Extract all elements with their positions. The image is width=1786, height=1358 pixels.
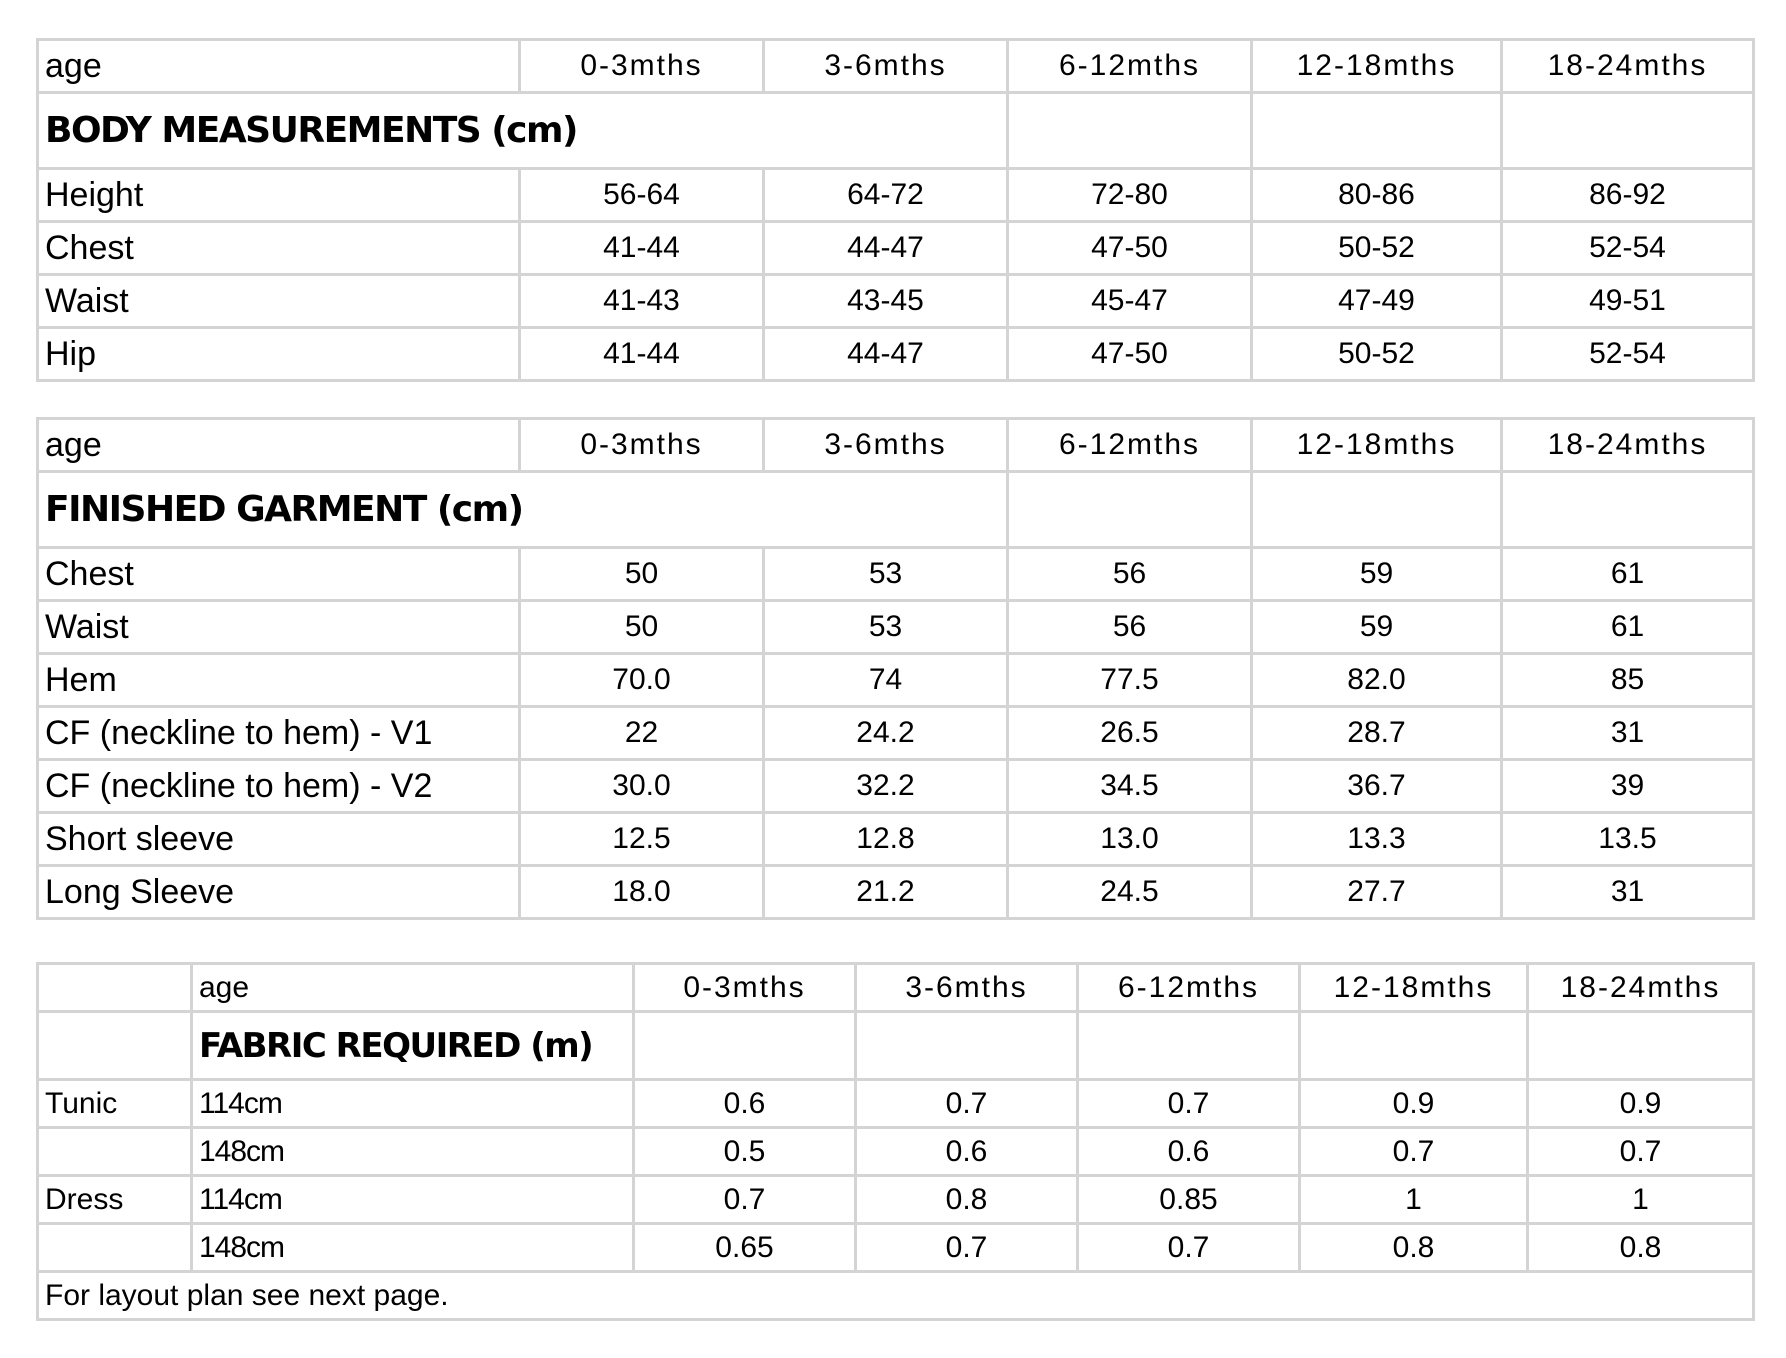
table-cell: 0.8	[1528, 1224, 1754, 1272]
age-column-header: 18-24mths	[1502, 40, 1754, 93]
table-cell: 70.0	[520, 654, 764, 707]
table-cell: 13.3	[1252, 813, 1502, 866]
fabric-width: 148cm	[192, 1224, 634, 1272]
table-row	[38, 866, 1754, 919]
table-row	[38, 222, 1754, 275]
empty-cell	[1502, 472, 1754, 548]
fabric-width: 114cm	[192, 1176, 634, 1224]
age-column-header: 0-3mths	[520, 40, 764, 93]
row-label: Chest	[38, 222, 520, 275]
section-title: FABRIC REQUIRED (m)	[192, 1012, 634, 1080]
empty-cell	[764, 93, 1008, 169]
age-column-header: 12-18mths	[1300, 964, 1528, 1012]
age-header-row	[38, 964, 1754, 1012]
garment-label: Dress	[38, 1176, 192, 1224]
table-cell: 45-47	[1008, 275, 1252, 328]
table-row	[38, 1080, 1754, 1128]
table-cell: 31	[1502, 707, 1754, 760]
table-cell: 0.6	[1078, 1128, 1300, 1176]
table-cell: 80-86	[1252, 169, 1502, 222]
table-cell: 43-45	[764, 275, 1008, 328]
table-cell: 49-51	[1502, 275, 1754, 328]
table-cell: 0.7	[1078, 1080, 1300, 1128]
table-row	[38, 169, 1754, 222]
empty-cell	[1252, 93, 1502, 169]
table-cell: 86-92	[1502, 169, 1754, 222]
table-cell: 56	[1008, 548, 1252, 601]
table-cell: 44-47	[764, 328, 1008, 381]
table-cell: 59	[1252, 601, 1502, 654]
section-title-row	[38, 472, 1754, 548]
row-label: CF (neckline to hem) - V1	[38, 707, 520, 760]
table-row	[38, 707, 1754, 760]
table-cell: 28.7	[1252, 707, 1502, 760]
table-row	[38, 760, 1754, 813]
table-cell: 0.8	[1300, 1224, 1528, 1272]
fabric-width: 114cm	[192, 1080, 634, 1128]
section-title: BODY MEASUREMENTS (cm)	[38, 93, 764, 169]
empty-cell	[1528, 1012, 1754, 1080]
age-header-row	[38, 419, 1754, 472]
table-cell: 22	[520, 707, 764, 760]
table-cell: 13.5	[1502, 813, 1754, 866]
section-title-row	[38, 93, 1754, 169]
table-row	[38, 1224, 1754, 1272]
table-cell: 53	[764, 548, 1008, 601]
table-cell: 41-44	[520, 222, 764, 275]
table-row	[38, 548, 1754, 601]
table-cell: 52-54	[1502, 328, 1754, 381]
age-column-header: 12-18mths	[1252, 419, 1502, 472]
empty-cell	[1078, 1012, 1300, 1080]
table-cell: 0.7	[1078, 1224, 1300, 1272]
age-label: age	[192, 964, 634, 1012]
layout-plan-note: For layout plan see next page.	[38, 1272, 1754, 1320]
table-cell: 82.0	[1252, 654, 1502, 707]
table-cell: 53	[764, 601, 1008, 654]
age-column-header: 18-24mths	[1502, 419, 1754, 472]
age-label: age	[38, 419, 520, 472]
row-label: Hip	[38, 328, 520, 381]
row-label: Long Sleeve	[38, 866, 520, 919]
table-cell: 50	[520, 601, 764, 654]
table-row	[38, 601, 1754, 654]
row-label: CF (neckline to hem) - V2	[38, 760, 520, 813]
table-cell: 47-49	[1252, 275, 1502, 328]
table-cell: 0.7	[1300, 1128, 1528, 1176]
row-label: Waist	[38, 275, 520, 328]
table-cell: 52-54	[1502, 222, 1754, 275]
table-cell: 50	[520, 548, 764, 601]
table-cell: 74	[764, 654, 1008, 707]
age-column-header: 6-12mths	[1008, 40, 1252, 93]
row-label: Height	[38, 169, 520, 222]
table-cell: 0.7	[634, 1176, 856, 1224]
table-cell: 47-50	[1008, 328, 1252, 381]
table-cell: 0.6	[856, 1128, 1078, 1176]
fabric-required-table	[36, 962, 1755, 1321]
age-column-header: 6-12mths	[1008, 419, 1252, 472]
table-cell: 0.7	[856, 1080, 1078, 1128]
table-cell: 12.5	[520, 813, 764, 866]
table-cell: 36.7	[1252, 760, 1502, 813]
table-cell: 56	[1008, 601, 1252, 654]
empty-cell	[1502, 93, 1754, 169]
table-row	[38, 654, 1754, 707]
age-header-row	[38, 40, 1754, 93]
garment-label	[38, 1128, 192, 1176]
row-label: Short sleeve	[38, 813, 520, 866]
table-cell: 18.0	[520, 866, 764, 919]
empty-cell	[1252, 472, 1502, 548]
age-column-header: 3-6mths	[764, 419, 1008, 472]
table-row	[38, 275, 1754, 328]
table-row	[38, 1176, 1754, 1224]
garment-label: Tunic	[38, 1080, 192, 1128]
section-title: FINISHED GARMENT (cm)	[38, 472, 764, 548]
table-cell: 13.0	[1008, 813, 1252, 866]
table-cell: 30.0	[520, 760, 764, 813]
table-cell: 1	[1300, 1176, 1528, 1224]
fabric-width: 148cm	[192, 1128, 634, 1176]
table-cell: 24.2	[764, 707, 1008, 760]
empty-cell	[1008, 472, 1252, 548]
age-column-header: 18-24mths	[1528, 964, 1754, 1012]
table-cell: 0.8	[856, 1176, 1078, 1224]
empty-cell	[634, 1012, 856, 1080]
table-cell: 0.5	[634, 1128, 856, 1176]
note-row	[38, 1272, 1754, 1320]
table-cell: 34.5	[1008, 760, 1252, 813]
finished-garment-table	[36, 417, 1755, 920]
table-cell: 85	[1502, 654, 1754, 707]
table-cell: 32.2	[764, 760, 1008, 813]
table-row	[38, 328, 1754, 381]
row-label: Chest	[38, 548, 520, 601]
table-cell: 21.2	[764, 866, 1008, 919]
table-cell: 31	[1502, 866, 1754, 919]
row-label: Hem	[38, 654, 520, 707]
table-cell: 39	[1502, 760, 1754, 813]
empty-cell	[1300, 1012, 1528, 1080]
table-row	[38, 1128, 1754, 1176]
table-cell: 0.9	[1300, 1080, 1528, 1128]
age-column-header: 6-12mths	[1078, 964, 1300, 1012]
table-cell: 41-43	[520, 275, 764, 328]
table-cell: 64-72	[764, 169, 1008, 222]
age-column-header: 0-3mths	[634, 964, 856, 1012]
table-cell: 56-64	[520, 169, 764, 222]
table-cell: 0.7	[856, 1224, 1078, 1272]
age-column-header: 12-18mths	[1252, 40, 1502, 93]
empty-cell	[38, 1012, 192, 1080]
table-cell: 61	[1502, 548, 1754, 601]
table-cell: 12.8	[764, 813, 1008, 866]
table-cell: 50-52	[1252, 222, 1502, 275]
empty-cell	[764, 472, 1008, 548]
table-cell: 77.5	[1008, 654, 1252, 707]
empty-cell	[1008, 93, 1252, 169]
table-cell: 47-50	[1008, 222, 1252, 275]
table-cell: 1	[1528, 1176, 1754, 1224]
table-cell: 27.7	[1252, 866, 1502, 919]
table-row	[38, 813, 1754, 866]
table-cell: 59	[1252, 548, 1502, 601]
age-label: age	[38, 40, 520, 93]
table-cell: 41-44	[520, 328, 764, 381]
table-cell: 72-80	[1008, 169, 1252, 222]
table-cell: 0.85	[1078, 1176, 1300, 1224]
empty-cell	[38, 964, 192, 1012]
body-measurements-table	[36, 38, 1755, 382]
age-column-header: 3-6mths	[764, 40, 1008, 93]
table-cell: 24.5	[1008, 866, 1252, 919]
row-label: Waist	[38, 601, 520, 654]
table-cell: 0.9	[1528, 1080, 1754, 1128]
table-cell: 50-52	[1252, 328, 1502, 381]
empty-cell	[856, 1012, 1078, 1080]
table-cell: 0.6	[634, 1080, 856, 1128]
table-cell: 0.65	[634, 1224, 856, 1272]
table-cell: 0.7	[1528, 1128, 1754, 1176]
section-title-row	[38, 1012, 1754, 1080]
table-cell: 26.5	[1008, 707, 1252, 760]
garment-label	[38, 1224, 192, 1272]
table-cell: 44-47	[764, 222, 1008, 275]
age-column-header: 0-3mths	[520, 419, 764, 472]
table-cell: 61	[1502, 601, 1754, 654]
age-column-header: 3-6mths	[856, 964, 1078, 1012]
